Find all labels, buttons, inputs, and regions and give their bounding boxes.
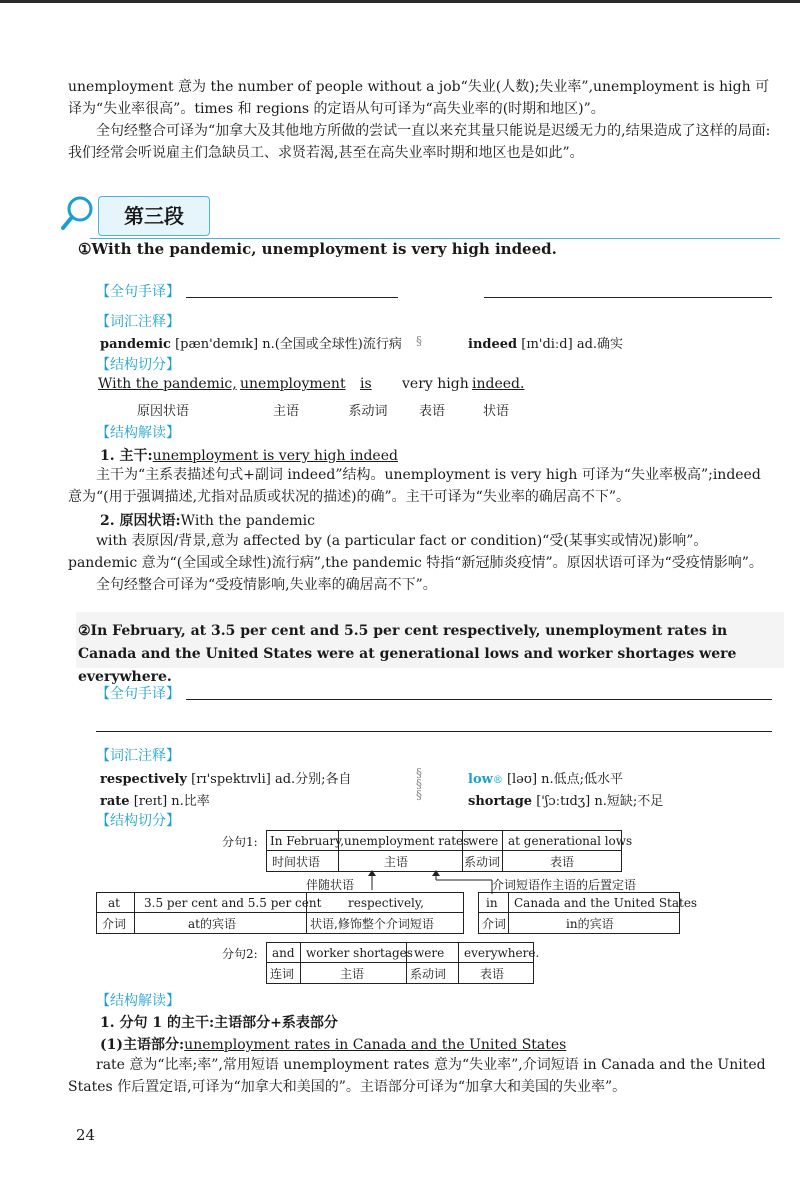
vocab-def: [pæn'demɪk] n.(全国或全球性)流行病 — [175, 337, 402, 352]
sentence-1: ①With the pandemic, unemployment is very high indeed. — [78, 240, 557, 258]
clause-2-seg: and — [272, 946, 295, 960]
clause-2-seg: were — [414, 946, 445, 960]
postmod-label: 介词短语作主语的后置定语 — [492, 878, 637, 892]
split-segment: is — [360, 376, 372, 392]
s1-vocab-tag: 【词汇注释】 — [96, 314, 180, 330]
s2-split-tag: 【结构切分】 — [96, 813, 180, 829]
s2-vocab-tag: 【词汇注释】 — [96, 748, 180, 764]
s2-vocab-entry: low® [ləʊ] n.低点;低水平 — [468, 772, 624, 787]
right-seg: Canada and the United States — [514, 896, 698, 910]
s1-analysis-1: 主干为“主系表描述句式+副词 indeed”结构。unemployment is very high 可译为“失业率极高”;indeed 意为“(用于强调描述,尤指对品质或状况的描述)的确”。主干可译为“失业率的确居高不下”。 — [68, 467, 761, 505]
magnifier-icon — [60, 194, 96, 234]
accomp-label: 伴随状语 — [306, 878, 355, 892]
split-label: 主语 — [272, 404, 299, 419]
s1-answer-line-b — [484, 297, 772, 298]
split-segment: very high — [402, 376, 469, 392]
s2-translate-tag: 【全句手译】 — [96, 686, 180, 702]
s1-heading-2: 2. 原因状语:With the pandemic — [100, 513, 315, 529]
split-segment: With the pandemic, — [98, 376, 237, 392]
right-lab: in的宾语 — [566, 917, 614, 931]
clause-2-lab: 表语 — [480, 967, 505, 981]
vocab-word: indeed — [468, 337, 518, 352]
s2-heading-2: (1)主语部分:unemployment rates in Canada and the United States — [100, 1037, 567, 1053]
s1-split-tag: 【结构切分】 — [96, 357, 180, 373]
vocab-def: [ɪn'diːd] ad.确实 — [521, 337, 624, 352]
clause-1-lab: 表语 — [550, 855, 575, 869]
sentence-2: ②In February, at 3.5 per cent and 5.5 per cent respectively, unemployment rates in Canada and the United States were at generational lows and worker shortages were everywhere. — [78, 623, 737, 685]
split-segment: unemployment — [240, 376, 346, 392]
right-seg: in — [486, 896, 498, 910]
clause-2-seg: worker shortages — [306, 946, 413, 960]
s1-analysis-3: 全句经整合可译为“受疫情影响,失业率的确居高不下”。 — [96, 577, 437, 593]
s2-answer-line-a — [186, 699, 772, 700]
s1-answer-line-a — [186, 297, 398, 298]
s2-vocab-entry: rate [reɪt] n.比率 — [100, 794, 210, 809]
clause-1-label: 分句1: — [222, 835, 258, 849]
s1-heading-1: 1. 主干:unemployment is very high indeed — [100, 448, 398, 464]
s1-analysis-tag: 【结构解读】 — [96, 425, 180, 441]
split-label: 状语 — [482, 404, 509, 419]
prev-paragraph-2: 全句经整合可译为“加拿大及其他地方所做的尝试一直以来充其量只能说是迟缓无力的,结果造成了这样的局面:我们经常会听说雇主们急缺员工、求贤若渴,甚至在高失业率时期和地区也是如此”。 — [68, 123, 771, 161]
left-lab: 状语,修饰整个介词短语 — [310, 917, 434, 931]
section-title: 第三段 — [98, 196, 210, 236]
clause-1-seg: unemployment rates — [344, 834, 470, 848]
divider-squiggle: § — [416, 334, 422, 348]
s2-vocab-entry: shortage ['ʃɔːtɪdʒ] n.短缺;不足 — [468, 794, 664, 809]
clause-1-lab: 主语 — [384, 855, 409, 869]
prev-paragraph-1: unemployment 意为 the number of people without a job“失业(人数);失业率”,unemployment is high 可译为“失业率很高”。times 和 regions 的定语从句可译为“高失业率的(时期和地区)”。 — [68, 79, 770, 117]
clause-2-seg: everywhere. — [464, 946, 540, 960]
clause-2-label: 分句2: — [222, 947, 258, 961]
s1-vocab-entry — [468, 333, 623, 352]
split-label: 表语 — [418, 404, 445, 419]
top-rule — [0, 0, 800, 3]
clause-1-seg: In February, — [270, 834, 345, 848]
s2-analysis-tag: 【结构解读】 — [96, 993, 180, 1009]
left-seg: respectively, — [348, 896, 424, 910]
right-lab: 介词 — [482, 917, 507, 931]
clause-1-lab: 系动词 — [464, 855, 501, 869]
page-number: 24 — [76, 1126, 96, 1144]
s1-vocab-entry — [100, 333, 402, 352]
s2-analysis-1: rate 意为“比率;率”,常用短语 unemployment rates 意为“失业率”,介词短语 in Canada and the United States 作后置定语,可译为“加拿大和美国的”。主语部分可译为“加拿大和美国的失业率”。 — [68, 1057, 766, 1095]
section-rule — [90, 238, 780, 239]
split-label: 系动词 — [348, 404, 388, 419]
left-lab: 介词 — [102, 917, 127, 931]
left-lab: at的宾语 — [188, 917, 236, 931]
divider-squiggle: § § § — [416, 766, 422, 802]
clause-1-seg: at generational lows — [508, 834, 633, 848]
s2-vocab-entry: respectively [rɪ'spektɪvli] ad.分别;各自 — [100, 772, 352, 787]
left-seg: at — [108, 896, 120, 910]
star-icon: ® — [492, 775, 503, 786]
s2-heading-1: 1. 分句 1 的主干:主语部分+系表部分 — [100, 1015, 338, 1031]
s2-answer-line-b — [96, 731, 772, 732]
s1-translate-tag: 【全句手译】 — [96, 284, 180, 300]
split-label: 原因状语 — [136, 404, 189, 419]
s1-analysis-2: with 表原因/背景,意为 affected by (a particular fact or condition)“受(某事实或情况)影响”。pandemic 意为“(全国或全球性)流行病”,the pandemic 特指“新冠肺炎疫情”。原因状语可译为“受疫情影响”。 — [68, 533, 763, 571]
left-seg: 3.5 per cent and 5.5 per cent — [144, 896, 322, 910]
clause-1-lab: 时间状语 — [272, 855, 321, 869]
clause-2-lab: 系动词 — [410, 967, 447, 981]
clause-2-lab: 连词 — [270, 967, 295, 981]
clause-1-seg: were — [468, 834, 499, 848]
clause-2-lab: 主语 — [340, 967, 365, 981]
vocab-word: pandemic — [100, 337, 171, 352]
split-segment: indeed. — [472, 376, 525, 392]
